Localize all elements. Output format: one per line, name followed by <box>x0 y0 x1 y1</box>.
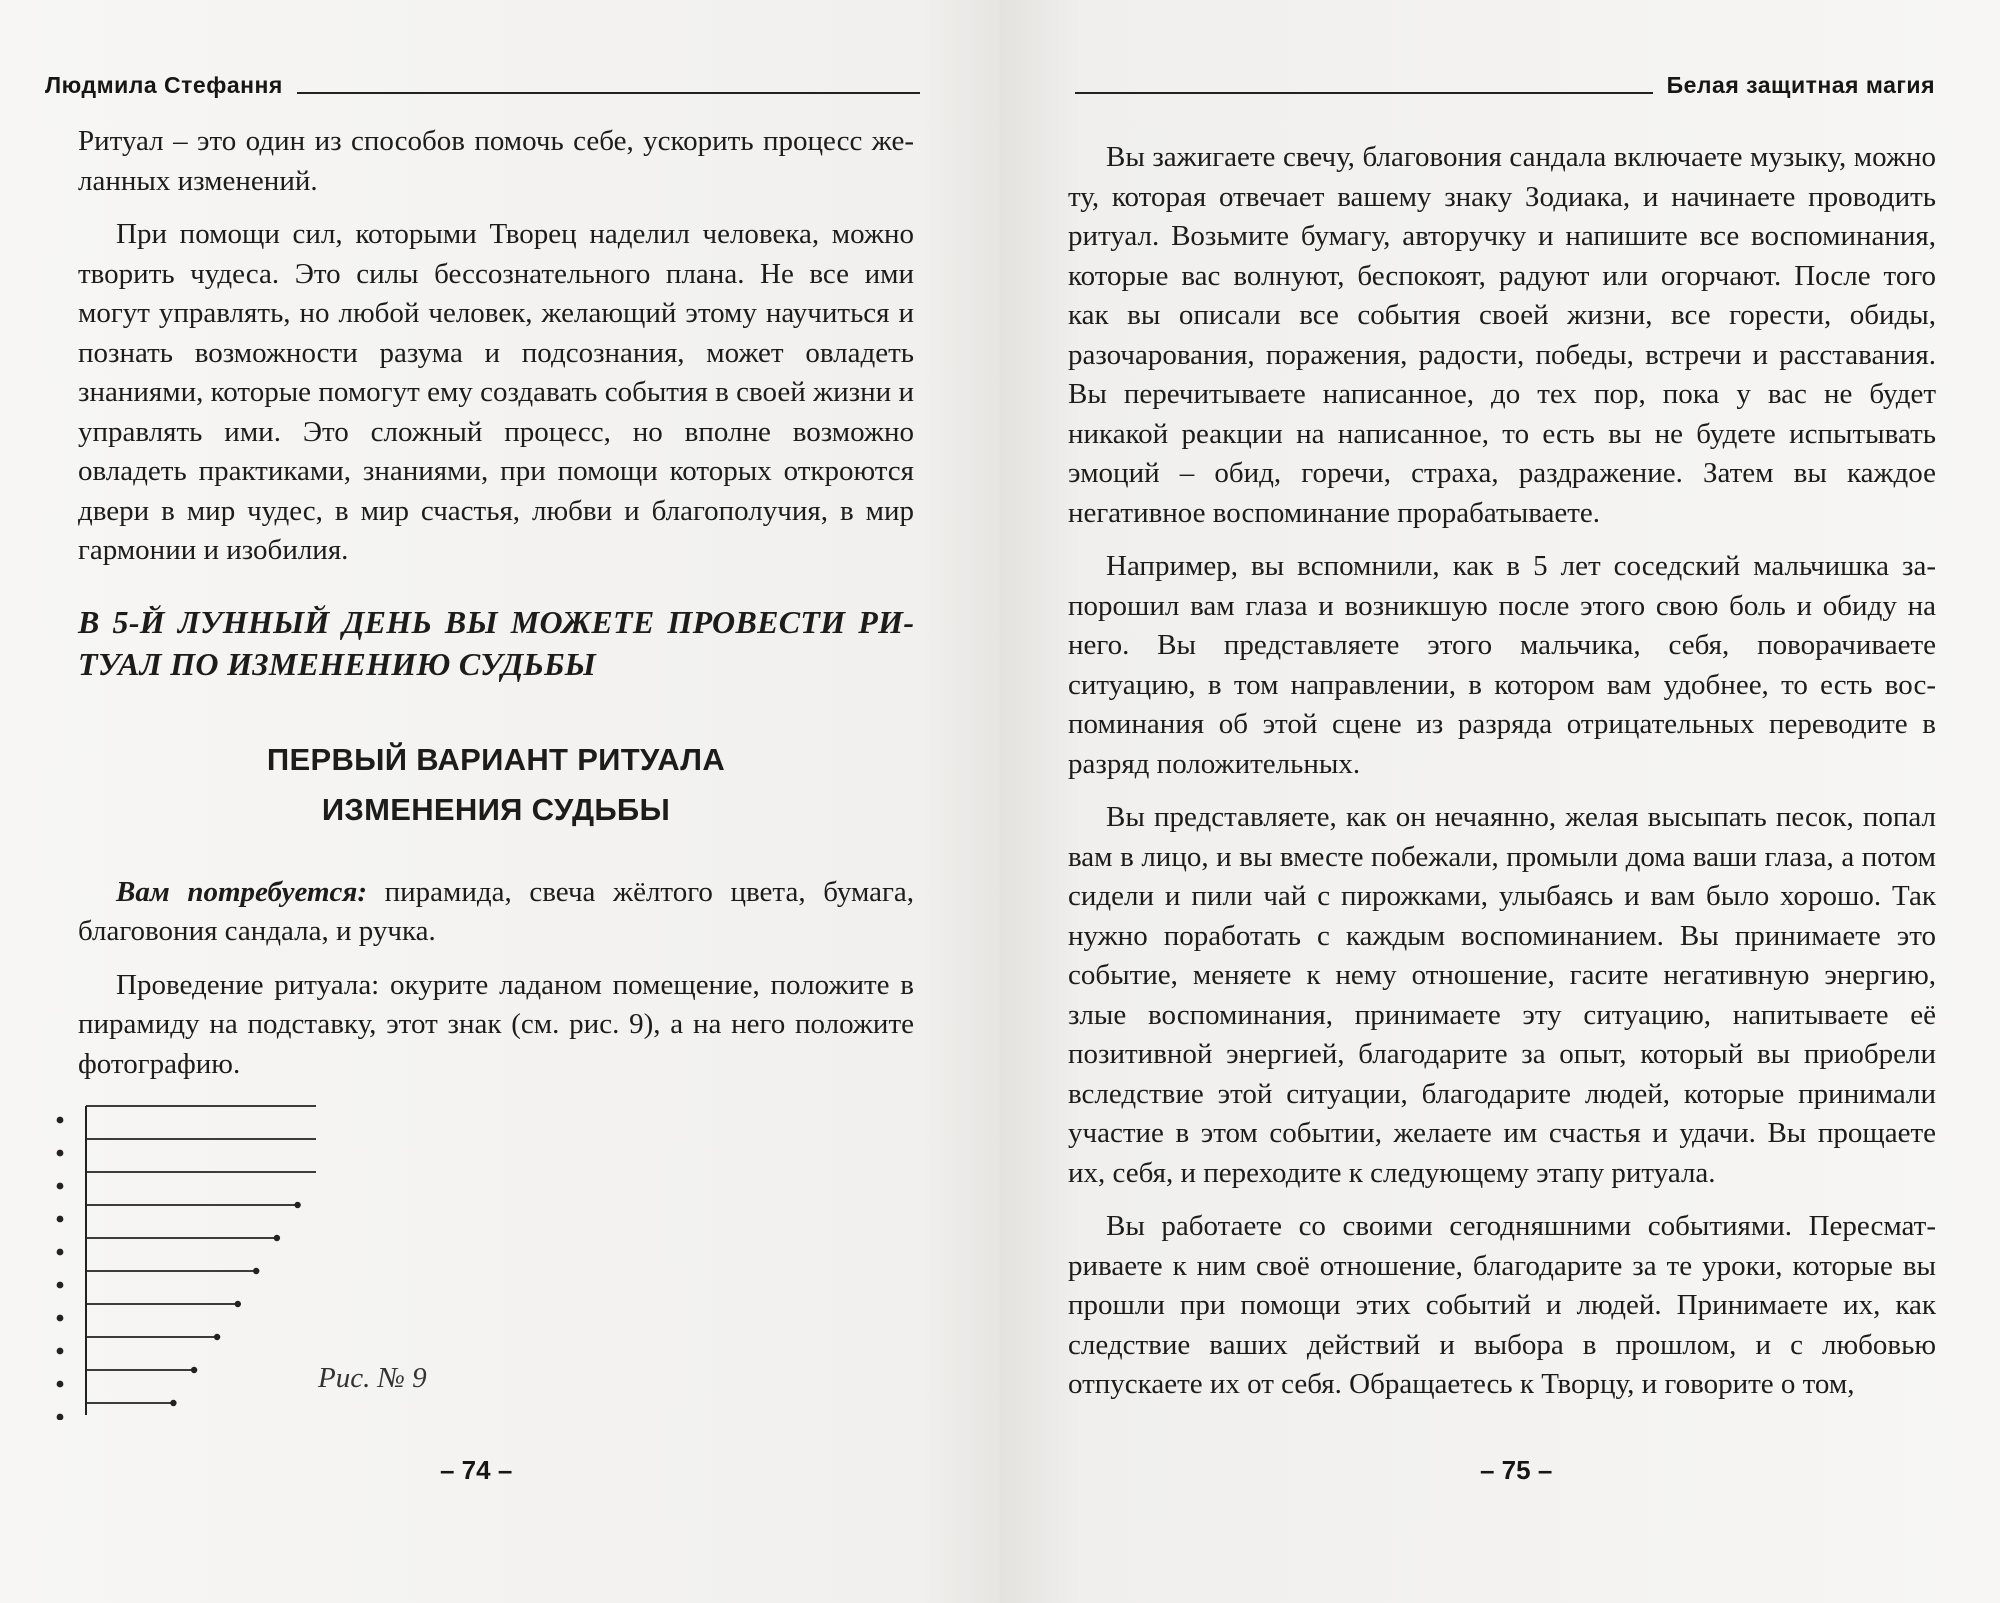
figure-side-dot <box>57 1381 64 1388</box>
paragraph-ritual-intro: Ритуал – это один из способов помочь себе, ускорить процесс желанных изменений. <box>78 125 914 197</box>
ritual-title <box>78 735 914 835</box>
figure-side-dot <box>57 1414 64 1420</box>
ritual-title-line-2: ИЗМЕНЕНИЯ СУДЬБЫ <box>321 791 671 827</box>
figure-side-dot <box>57 1183 64 1190</box>
figure-line-end-dot <box>294 1202 300 1208</box>
figure-line-end-dot <box>214 1334 220 1340</box>
page-number-left: – 74 – <box>440 1455 513 1485</box>
paragraph-present-events: Вы работаете со своими сегодняшними событиями. Пересматриваете к ним своё отношение, благодарите за те уроки, которые вы прошли при помощи этих событий и людей. Принимаете их, как следствие ваших действий и выбора в прошлом, и с любовью отпускаете их от себя. Обращаетесь к Творцу, и говорите о том, <box>1068 1210 1936 1400</box>
paragraph-requirements <box>78 873 914 952</box>
running-head-left <box>45 72 920 99</box>
figure-side-dot <box>57 1117 64 1124</box>
paragraph-reimagine: Вы представляете, как он нечаянно, желая высыпать песок, попал вам в лицо, и вы вместе побежали, промыли дома ваши глаза, а потом сидели и пили чай с пирожками, улыбаясь и вам было хорошо. Так нужно поработать с каждым воспоминанием. Вы принимаете это событие, меняете к нему отношение, гасите негативную энергию, злые воспоминания, принимаете эту ситуацию, напитываете её позитивной энергией, благодарите за опыт, который вы приобрели вследствие этой ситуации, благодарите людей, которые принимали участие в этом событии, желаете им счастья и удачи. Вы прощаете их, себя, и переходите к следующему этапу ритуала. <box>1068 801 1936 1189</box>
figure-side-dot <box>57 1348 64 1355</box>
paragraph-example: Например, вы вспомнили, как в 5 лет соседский мальчишка запорошил вам глаза и возникшую после этого свою боль и обиду на него. Вы представляете этого мальчика, себя, поворачиваете ситуацию, в том направлении, в котором вам удобнее, то есть воспоминания об этой сцене из разряда отрицательных переводите в разряд положительных. <box>1068 550 1936 780</box>
header-rule <box>1075 92 1653 94</box>
requirements-list: пирамида, свеча жёлтого цвета, бумага, благовония сандала, и ручка. <box>78 875 915 947</box>
right-page <box>1000 0 2000 1603</box>
page-number-right: – 75 – <box>1480 1455 1553 1485</box>
figure-side-dot <box>57 1249 64 1256</box>
requirements-label: Вам потребуется: <box>116 875 367 908</box>
figure-side-dot <box>57 1216 64 1223</box>
section-heading-lunar-day: В 5-Й ЛУННЫЙ ДЕНЬ ВЫ МОЖЕТЕ ПРОВЕСТИ РИТУАЛ ПО ИЗМЕНЕНИЮ СУДЬБЫ <box>78 603 914 682</box>
figure-line-end-dot <box>253 1268 259 1274</box>
right-page-body <box>1068 138 1936 1419</box>
figure-line-end-dot <box>191 1367 197 1373</box>
left-page-body <box>78 122 914 1098</box>
paragraph-procedure: Проведение ритуала: окурите ладаном помещение, положите в пирамиду на подставку, этот знак (см. рис. 9), а на него положите фотографию. <box>78 968 914 1080</box>
figure-side-dot <box>57 1315 64 1322</box>
figure-side-dot <box>57 1150 64 1157</box>
running-head-right <box>1075 72 1935 99</box>
figure-side-dot <box>57 1282 64 1289</box>
author-name: Людмила Стефання <box>45 72 283 98</box>
figure-caption: Рис. № 9 <box>318 1362 427 1394</box>
header-rule <box>297 92 920 94</box>
figure-line-end-dot <box>235 1301 241 1307</box>
paragraph-creator-powers: При помощи сил, которыми Творец наделил человека, можно творить чудеса. Это силы бессознательного плана. Не все ими могут управлять, но любой человек, желающий этому научиться и познать возможности разума и подсознания, может овладеть знаниями, которые помогут ему создавать события в своей жизни и управлять ими. Это сложный процесс, но вполне возможно овладеть практиками, знаниями, при помощи которых откроются двери в мир чудес, в мир счастья, любви и благополучия, в мир гармонии и изобилия. <box>78 218 914 566</box>
book-title: Белая защитная магия <box>1666 72 1935 98</box>
figure-line-end-dot <box>274 1235 280 1241</box>
figure-line-end-dot <box>170 1400 176 1406</box>
ritual-title-line-1: ПЕРВЫЙ ВАРИАНТ РИТУАЛА <box>266 741 726 777</box>
paragraph-candle: Вы зажигаете свечу, благовония сандала включаете музыку, можно ту, которая отвечает вашему знаку Зодиака, и начинаете проводить ритуал. Возьмите бумагу, авторучку и напишите все воспоминания, которые вас волнуют, беспокоят, радуют или огорчают. После того как вы описали все события своей жизни, все горести, обиды, разочарования, поражения, радости, победы, встречи и расставания. Вы перечитываете написанное, до тех пор, пока у вас не будет никакой реакции на написанное, то есть вы не будете испытывать эмоций – обид, горечи, страха, раздражение. Затем вы каждое негативное воспоминание прорабатываете. <box>1068 141 1936 529</box>
